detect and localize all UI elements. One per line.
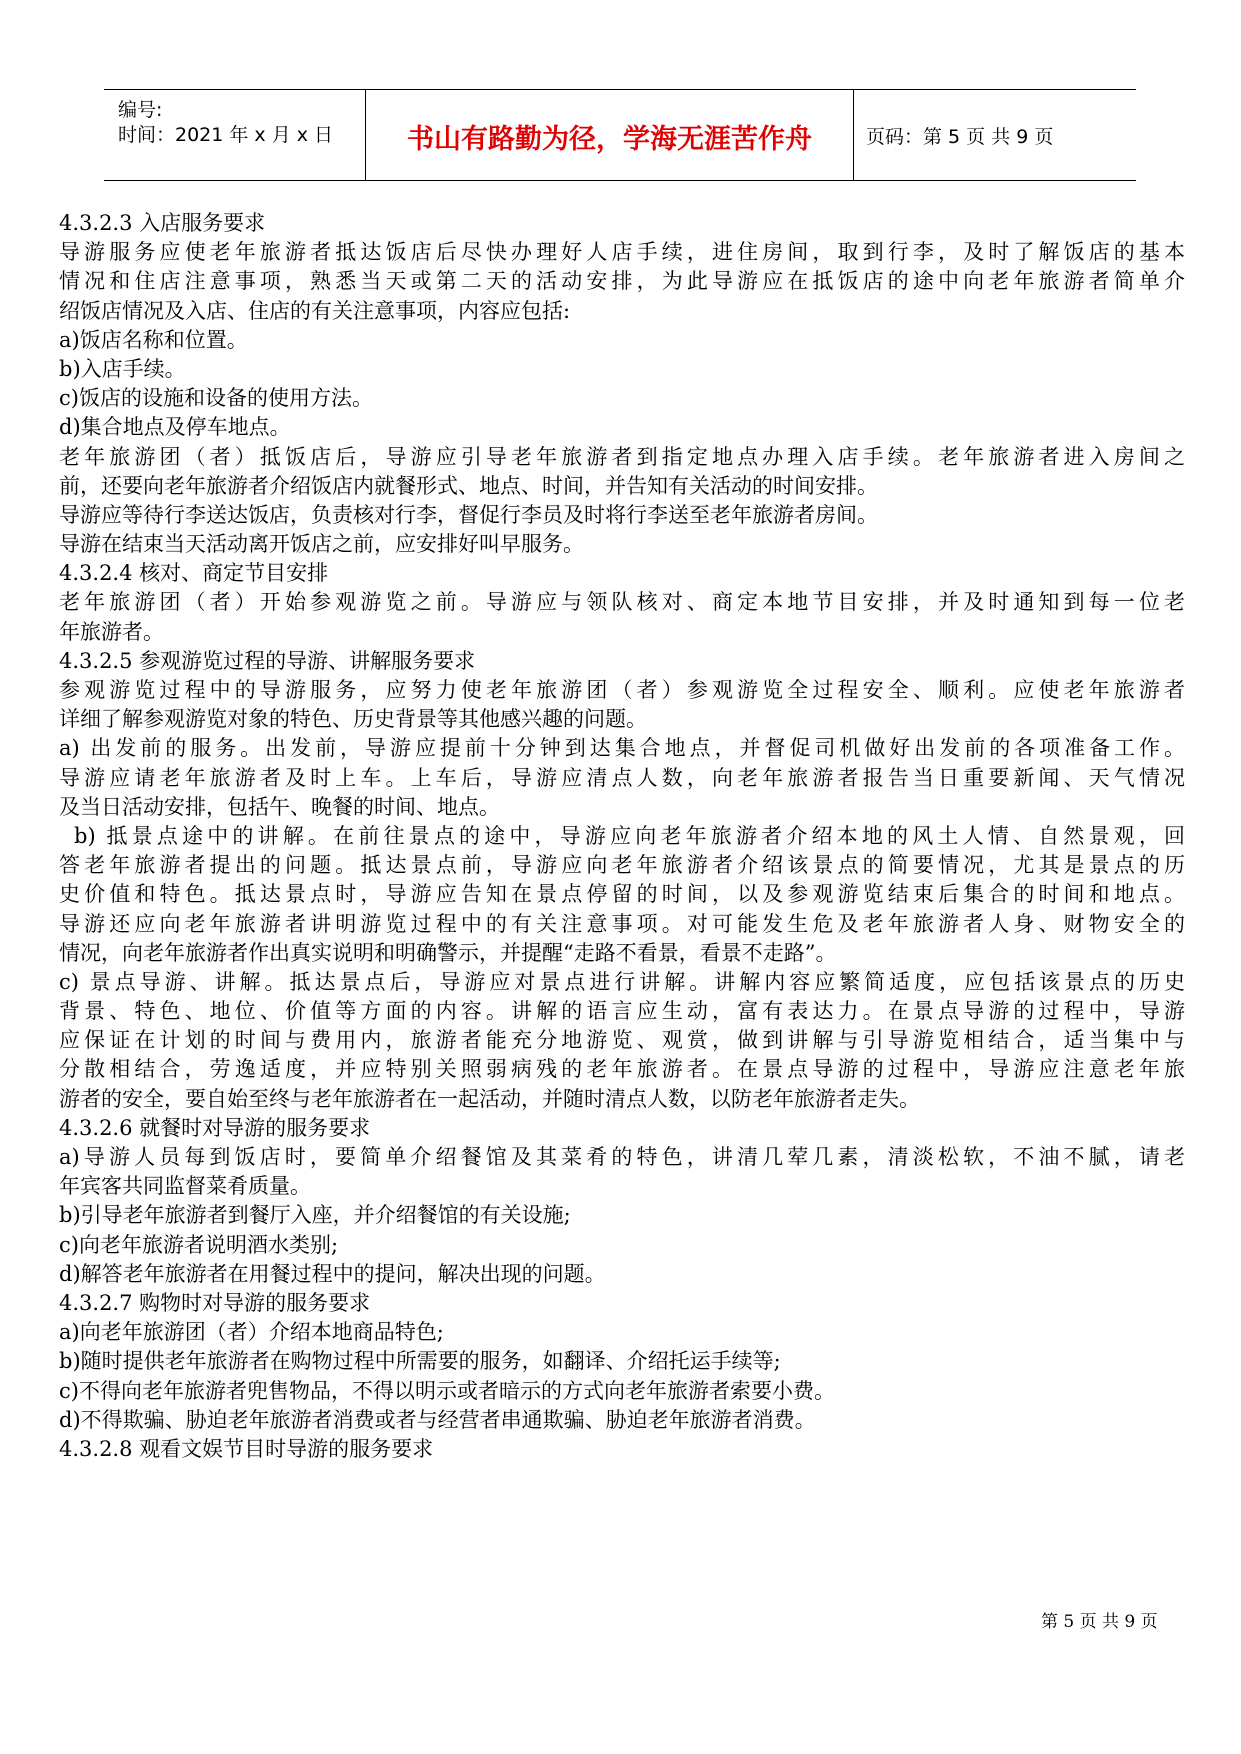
- text-line: 导游还应向老年旅游者讲明游览过程中的有关注意事项。对可能发生危及老年旅游者人身、财物安全的: [59, 911, 1185, 936]
- text-line: 导游应请老年旅游者及时上车。上车后，导游应清点人数，向老年旅游者报告当日重要新闻、天气情况: [59, 765, 1185, 790]
- header-motto: 书山有路勤为径，学海无涯苦作舟: [407, 124, 812, 155]
- text-line: 导游服务应使老年旅游者抵达饭店后尽快办理好人店手续，进住房间，取到行李，及时了解饭店的基本: [59, 240, 1185, 265]
- text-line: 年宾客共同监督菜肴质量。: [59, 1174, 311, 1199]
- text-line: d)不得欺骗、胁迫老年旅游者消费或者与经营者串通欺骗、胁迫老年旅游者消费。: [59, 1407, 816, 1432]
- text-line: c) 景点导游、讲解。抵达景点后，导游应对景点进行讲解。讲解内容应繁简适度，应包括该景点的历史: [59, 969, 1185, 994]
- text-line: 绍饭店情况及入店、住店的有关注意事项，内容应包括:: [59, 298, 571, 323]
- header-left-cell: [104, 90, 366, 180]
- text-line: 导游在结束当天活动离开饭店之前，应安排好叫早服务。: [59, 532, 584, 557]
- text-line: 4.3.2.8 观看文娱节目时导游的服务要求: [59, 1436, 434, 1461]
- text-line: 及当日活动安排，包括午、晚餐的时间、地点。: [59, 794, 500, 819]
- page-footer: 第 5 页 共 9 页: [1041, 1612, 1158, 1632]
- text-line: 分散相结合，劳逸适度，并应特别关照弱病残的老年旅游者。在景点导游的过程中，导游应注意老年旅: [59, 1057, 1185, 1082]
- text-line: d)解答老年旅游者在用餐过程中的提问，解决出现的问题。: [59, 1261, 606, 1286]
- text-line: 情况和住店注意事项，熟悉当天或第二天的活动安排，为此导游应在抵饭店的途中向老年旅游者简单介: [59, 269, 1185, 294]
- text-line: 应保证在计划的时间与费用内，旅游者能充分地游览、观赏，做到讲解与引导游览相结合，适当集中与: [59, 1028, 1185, 1053]
- document-time-label: 时间：2021 年 x 月 x 日: [118, 124, 334, 146]
- text-line: b)入店手续。: [59, 356, 186, 381]
- text-line: 情况，向老年旅游者作出真实说明和明确警示，并提醒“走路不看景，看景不走路”。: [59, 940, 837, 965]
- text-line: a)饭店名称和位置。: [59, 327, 248, 352]
- text-line: c)向老年旅游者说明酒水类别;: [59, 1232, 339, 1257]
- text-line: c)饭店的设施和设备的使用方法。: [59, 386, 373, 411]
- text-line: 详细了解参观游览对象的特色、历史背景等其他感兴趣的问题。: [59, 707, 647, 732]
- text-line: 答老年旅游者提出的问题。抵达景点前，导游应向老年旅游者介绍该景点的简要情况，尤其是景点的历: [59, 853, 1185, 878]
- text-line: 老年旅游团（者）抵饭店后，导游应引导老年旅游者到指定地点办理入店手续。老年旅游者进入房间之: [59, 444, 1185, 469]
- text-line: 老年旅游团（者）开始参观游览之前。导游应与领队核对、商定本地节目安排，并及时通知到每一位老: [59, 590, 1185, 615]
- text-line: 背景、特色、地位、价值等方面的内容。讲解的语言应生动，富有表达力。在景点导游的过程中，导游: [59, 999, 1185, 1024]
- text-line: 4.3.2.4 核对、商定节目安排: [59, 561, 329, 586]
- header-middle-cell: [366, 90, 854, 180]
- header-page-label: 页码：第 5 页 共 9 页: [866, 126, 1054, 148]
- text-line: 4.3.2.5 参观游览过程的导游、讲解服务要求: [59, 648, 476, 673]
- document-body: [59, 209, 1185, 1464]
- text-line: 前，还要向老年旅游者介绍饭店内就餐形式、地点、时间，并告知有关活动的时间安排。: [59, 473, 878, 498]
- text-line: 参观游览过程中的导游服务，应努力使老年旅游团（者）参观游览全过程安全、顺利。应使老年旅游者: [59, 678, 1185, 702]
- text-line: b)随时提供老年旅游者在购物过程中所需要的服务，如翻译、介绍托运手续等;: [59, 1349, 781, 1374]
- header-right-cell: [854, 90, 1136, 180]
- text-line: 导游应等待行李送达饭店，负责核对行李，督促行李员及时将行李送至老年旅游者房间。: [59, 502, 878, 527]
- text-line: b)引导老年旅游者到餐厅入座，并介绍餐馆的有关设施;: [59, 1203, 571, 1228]
- text-line: a)导游人员每到饭店时，要简单介绍餐馆及其菜肴的特色，讲清几荤几素，清淡松软，不油不腻，请老: [59, 1145, 1185, 1169]
- text-line: 游者的安全，要自始至终与老年旅游者在一起活动，并随时清点人数，以防老年旅游者走失。: [59, 1086, 920, 1111]
- text-line: 4.3.2.3 入店服务要求: [59, 211, 266, 235]
- text-line: b) 抵景点途中的讲解。在前往景点的途中，导游应向老年旅游者介绍本地的风土人情、自然景观，回: [74, 823, 1185, 848]
- text-line: a) 出发前的服务。出发前，导游应提前十分钟到达集合地点，并督促司机做好出发前的各项准备工作。: [59, 736, 1185, 761]
- text-line: 史价值和特色。抵达景点时，导游应告知在景点停留的时间，以及参观游览结束后集合的时间和地点。: [59, 882, 1185, 907]
- text-line: d)集合地点及停车地点。: [59, 415, 291, 440]
- text-line: 4.3.2.6 就餐时对导游的服务要求: [59, 1115, 371, 1140]
- header-table: [104, 89, 1136, 181]
- document-number-label: 编号:: [118, 99, 163, 121]
- text-line: 4.3.2.7 购物时对导游的服务要求: [59, 1290, 371, 1315]
- text-line: c)不得向老年旅游者兜售物品，不得以明示或者暗示的方式向老年旅游者索要小费。: [59, 1378, 835, 1403]
- text-line: 年旅游者。: [59, 619, 164, 644]
- text-line: a)向老年旅游团（者）介绍本地商品特色;: [59, 1320, 444, 1345]
